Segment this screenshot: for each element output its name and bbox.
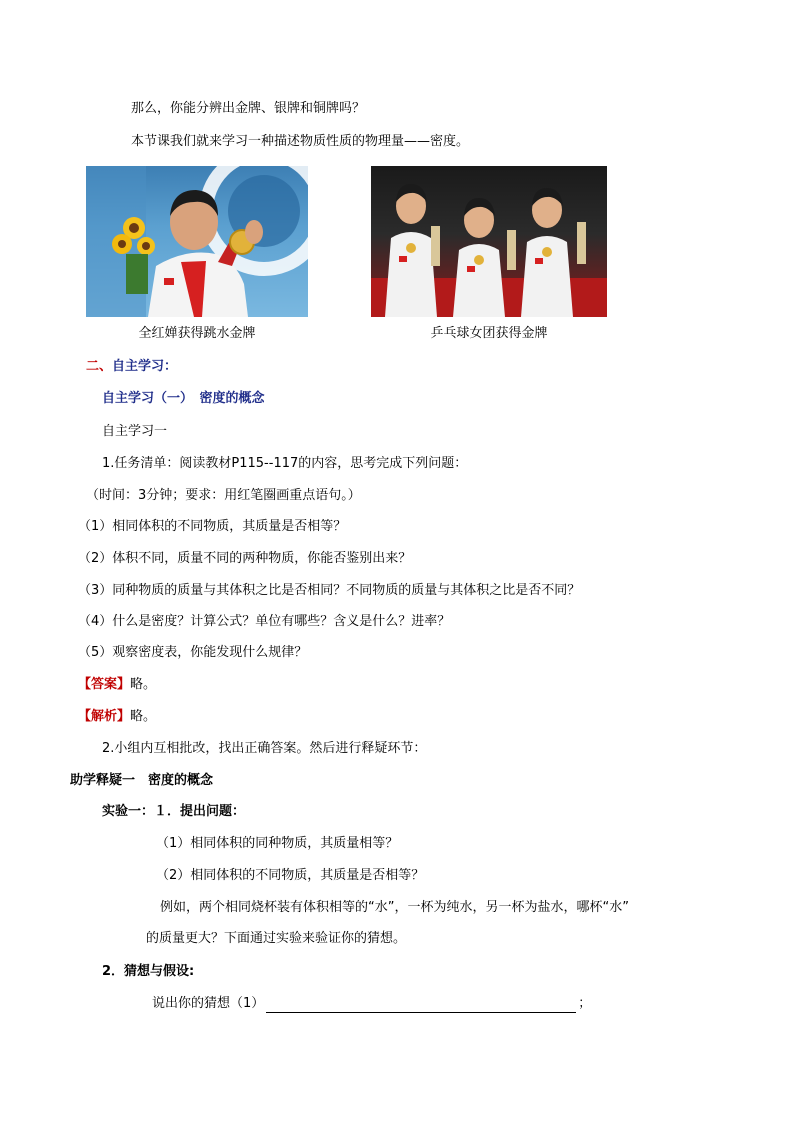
guess-line [152,995,591,1013]
question-5: （5）观察密度表，你能发现什么规律？ [78,645,308,660]
analysis-text: 略。 [130,709,157,724]
help-title: 助学释疑一 密度的概念 [70,773,214,788]
task-2: 2.小组内互相批改，找出正确答案。然后进行释疑环节： [102,741,427,756]
experiment-1: 实验一：１．提出问题： [102,804,246,819]
example-line-2: 的质量更大？下面通过实验来验证你的猜想。 [146,931,407,946]
time-requirement: （时间：3分钟；要求：用红笔圈画重点语句。） [86,488,361,503]
section-heading [86,358,177,376]
team-photo-illustration [371,166,607,317]
analysis-tag: 【解析】 [78,709,131,724]
table-tennis-team-photo [371,166,607,317]
subsection-title: 自主学习（一） 密度的概念 [102,391,265,406]
experiment-question-2: （2）相同体积的不同物质，其质量是否相等？ [156,868,425,883]
intro-line-1: 那么，你能分辨出金牌、银牌和铜牌吗？ [131,101,366,116]
example-line-1: 例如，两个相同烧杯装有体积相等的“水”，一杯为纯水，另一杯为盐水，哪杯“水” [160,900,629,915]
diver-photo-illustration [86,166,308,317]
task-1: 1.任务清单：阅读教材P115--117的内容，思考完成下列问题： [102,456,468,471]
question-3: （3）同种物质的质量与其体积之比是否相同？不同物质的质量与其体积之比是否不同？ [78,583,581,598]
question-1: （1）相同体积的不同物质，其质量是否相等？ [78,519,347,534]
hypothesis-heading: 2．猜想与假设: [102,964,195,979]
intro-line-2: 本节课我们就来学习一种描述物质性质的物理量——密度。 [131,134,470,149]
section-title: 自主学习： [112,359,178,374]
question-2: （2）体积不同，质量不同的两种物质，你能否鉴别出来？ [78,551,412,566]
question-4: （4）什么是密度？计算公式？单位有哪些？含义是什么？进率？ [78,614,451,629]
diver-photo [86,166,308,317]
answer-tag: 【答案】 [78,677,131,692]
answer-text: 略。 [130,677,157,692]
guess-label: 说出你的猜想（1） [152,996,265,1011]
answer-line [78,676,156,694]
section-prefix: 二、 [86,359,113,374]
guess-blank[interactable] [266,998,576,1013]
analysis-line [78,708,156,726]
subsection-label: 自主学习一 [102,424,168,439]
left-photo-caption: 全红婵获得跳水金牌 [138,326,256,341]
experiment-question-1: （1）相同体积的同种物质，其质量相等？ [156,836,399,851]
right-photo-caption: 乒乓球女团获得金牌 [430,326,548,341]
guess-end: ； [578,996,592,1011]
